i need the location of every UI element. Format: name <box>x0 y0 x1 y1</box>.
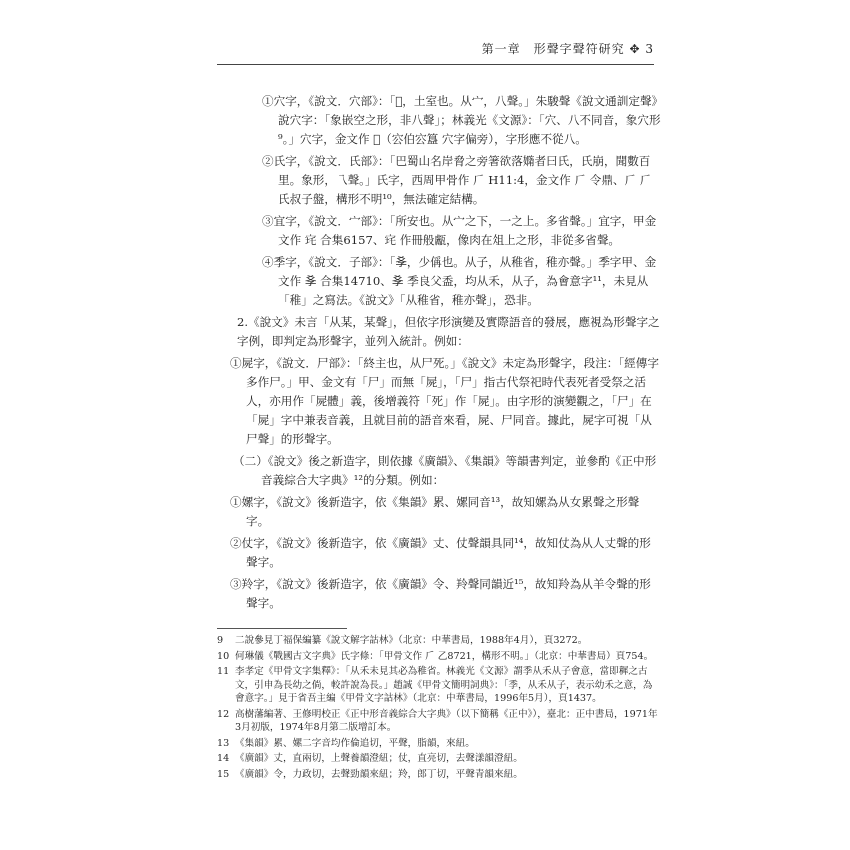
footnote: 9 二說參見丁福保編纂《說文解字詁林》（北京：中華書局，1988年4月），頁3272。 <box>217 635 588 646</box>
footnote: 11 李孝定《甲骨文字集釋》：「从禾未見其必為稚省。林義光《文源》謂季从禾从子會意，當即穉之古文，引申為長幼之倘，較許說為長。」趙誠《甲骨文簡明詞典》：「季，从禾从子，表示幼禾之意，為會意字。」見于省吾主編《甲骨文字詁林》（北京：中華書局，1996年5月），頁1437。 <box>217 666 653 704</box>
footnote: 14 《廣韻》丈，直兩切，上聲養韻澄紐；仗，直亮切，去聲漾韻澄紐。 <box>217 753 523 764</box>
list-item-xue: ①穴字，《說文．穴部》：「𡧑，土室也。从宀，八聲。」朱駿聲《說文通訓定聲》說穴字：「象嵌空之形，非八聲」；林義光《文源》：「穴、八不同音，象穴形⁹。」穴字，金文作 𠔾（㝐伯㝐簋 穴字偏旁），字形應不從八。 <box>262 94 661 146</box>
main-text <box>217 92 661 616</box>
footnotes <box>217 634 661 783</box>
footnote: 10 何琳儀《戰國古文字典》氏字條：「甲骨文作 𠂆 乙8721，構形不明。」（北京：中華書局）頁754。 <box>217 650 654 662</box>
list-item-ji: ④季字，《說文．子部》：「𡥈，少偁也。从子，从稚省，稚亦聲。」季字甲、金文作 𡥈 合集14710、𡥈 季良父盉，均从禾，从子，為會意字¹¹，未見从「稚」之寫法。《說文》「从稚省，稚亦聲」，恐非。 <box>262 255 657 307</box>
list-item-ling: ③羚字，《說文》後新造字，依《廣韻》令、羚聲同韻近¹⁵，故知羚為从羊令聲的形聲字。 <box>230 577 651 610</box>
footnote-divider <box>217 628 347 629</box>
list-item-shi-clan: ②氏字，《說文．氏部》：「巴蜀山名岸脅之旁箸欲落嫷者曰氏，氏崩，聞數百里。象形，乁聲。」氏字，西周甲骨作 𠂆 H11:4，金文作 𠂆 令鼎、𠂆 𠂆氏叔子盤，構形不明¹⁰，無法確定結構。 <box>262 154 652 206</box>
paragraph-2: 2.《說文》未言「从某，某聲」，但依字形演變及實際語音的發展，應視為形聲字之字例，即判定為形聲字，並列入統計。例如： <box>237 315 660 348</box>
list-item-shi-corpse: ①屍字，《說文．尸部》：「終主也，从尸死。」《說文》未定為形聲字，段注：「經傳字多作尸。」甲、金文有「尸」而無「屍」，「尸」指古代祭祀時代表死者受祭之活人，亦用作「屍體」義，後增義符「死」作「屍」。由字形的演變觀之，「尸」在「屍」字中兼表音義，且就目前的語音來看，屍、尸同音。據此，屍字可視「从尸聲」的形聲字。 <box>230 356 659 446</box>
list-item-yi: ③宜字，《說文．宀部》：「所安也。从宀之下，一之上。多省聲。」宜字，甲金文作 𡧪 合集6157、𡧪 作冊般甗，像肉在俎上之形，非從多省聲。 <box>262 214 657 247</box>
running-header <box>217 40 654 65</box>
section-heading-2: （二）《說文》後之新造字，則依據《廣韻》、《集韻》等韻書判定，並參酌《正中形音義綜合大字典》¹²的分類。例如： <box>233 454 657 487</box>
footnote: 12 高樹藩編著、王修明校正《正中形音義綜合大字典》（以下簡稱《正中》），臺北：正中書局，1971年3月初版，1974年8月第二版增訂本。 <box>217 708 658 733</box>
chapter-title: 第一章 形聲字聲符研究 ✥ 3 <box>481 42 654 56</box>
footnote: 13 《集韻》累、嫘二字音均作倫追切，平聲，脂韻，來紐。 <box>217 737 475 749</box>
footnote: 15 《廣韻》令，力政切，去聲勁韻來紐；羚，郎丁切，平聲青韻來紐。 <box>217 768 523 780</box>
list-item-lei: ①嫘字，《說文》後新造字，依《集韻》累、嫘同音¹³，故知嫘為从女累聲之形聲字。 <box>230 495 640 528</box>
list-item-zhang: ②仗字，《說文》後新造字，依《廣韻》丈、仗聲韻具同¹⁴，故知仗為从人丈聲的形聲字。 <box>230 536 651 569</box>
